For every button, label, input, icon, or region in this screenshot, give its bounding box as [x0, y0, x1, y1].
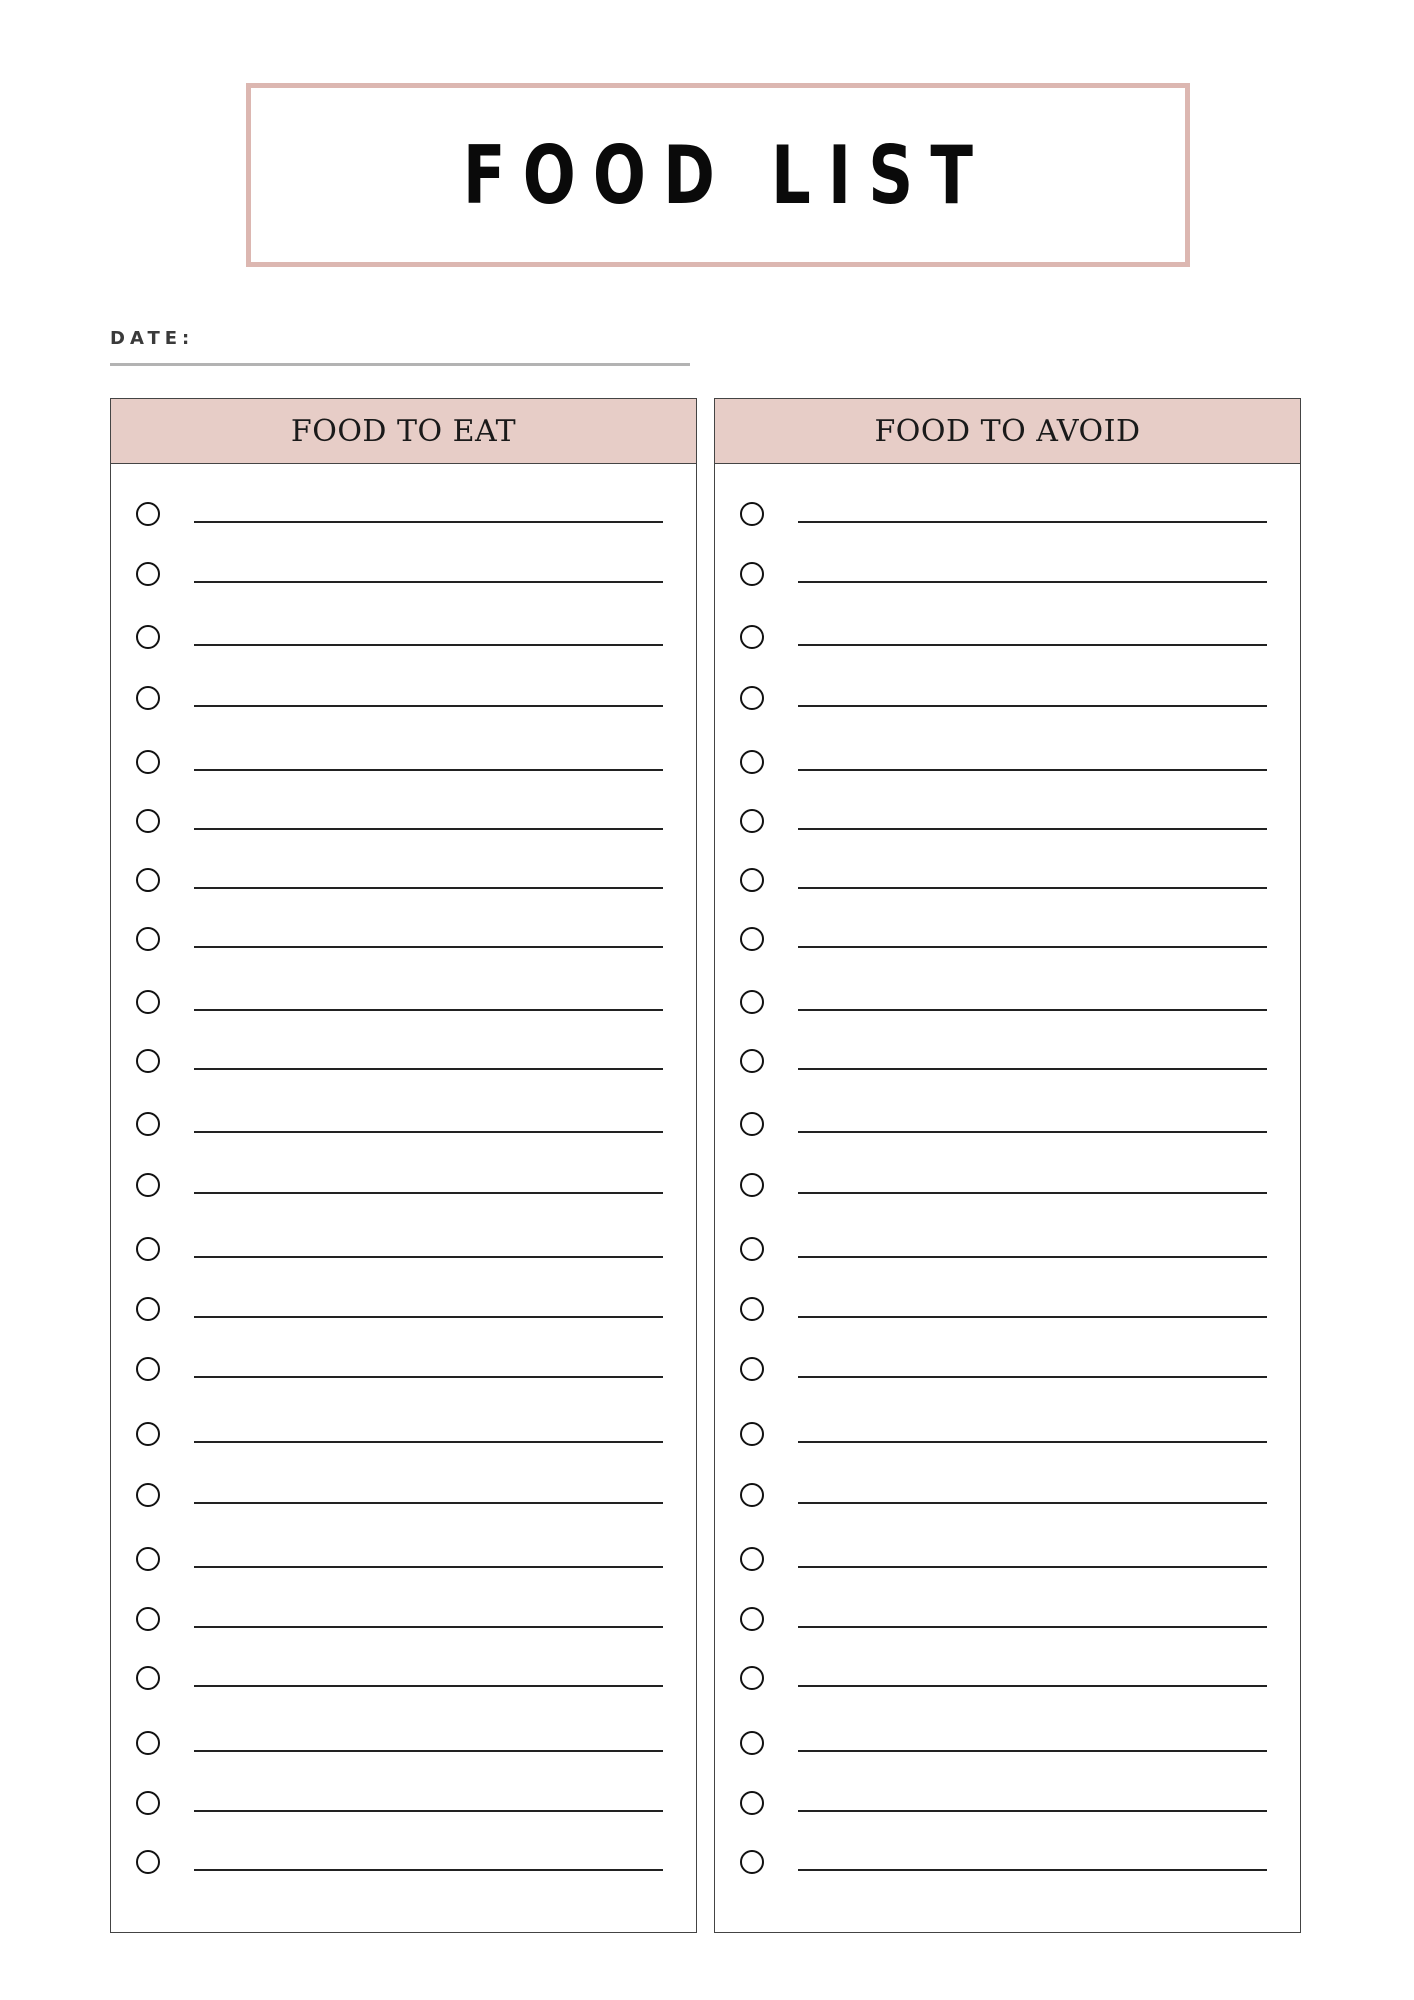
entry-line[interactable]	[798, 644, 1267, 646]
checkbox-circle[interactable]	[136, 1173, 160, 1197]
entry-line[interactable]	[798, 1256, 1267, 1258]
checkbox-circle[interactable]	[136, 868, 160, 892]
checkbox-circle[interactable]	[136, 990, 160, 1014]
checkbox-circle[interactable]	[740, 1297, 764, 1321]
checkbox-circle[interactable]	[136, 1422, 160, 1446]
checkbox-circle[interactable]	[740, 1357, 764, 1381]
checkbox-circle[interactable]	[740, 927, 764, 951]
checkbox-circle[interactable]	[740, 562, 764, 586]
entry-line[interactable]	[798, 1626, 1267, 1628]
page-title: FOOD LIST	[462, 128, 991, 222]
title-box	[246, 83, 1190, 267]
entry-line[interactable]	[798, 705, 1267, 707]
checkbox-circle[interactable]	[136, 1607, 160, 1631]
entry-line[interactable]	[194, 828, 663, 830]
checkbox-circle[interactable]	[740, 1791, 764, 1815]
entry-line[interactable]	[194, 1068, 663, 1070]
entry-line[interactable]	[798, 828, 1267, 830]
checkbox-circle[interactable]	[136, 1237, 160, 1261]
checkbox-circle[interactable]	[136, 1357, 160, 1381]
checkbox-circle[interactable]	[136, 625, 160, 649]
checkbox-circle[interactable]	[136, 809, 160, 833]
entry-line[interactable]	[798, 1192, 1267, 1194]
entry-line[interactable]	[798, 1566, 1267, 1568]
checkbox-circle[interactable]	[740, 1607, 764, 1631]
entry-line[interactable]	[194, 1192, 663, 1194]
entry-line[interactable]	[194, 1566, 663, 1568]
entry-line[interactable]	[194, 1441, 663, 1443]
entry-line[interactable]	[798, 946, 1267, 948]
checkbox-circle[interactable]	[136, 502, 160, 526]
entry-line[interactable]	[194, 1131, 663, 1133]
checkbox-circle[interactable]	[740, 868, 764, 892]
entry-line[interactable]	[798, 1441, 1267, 1443]
entry-line[interactable]	[798, 1685, 1267, 1687]
checkbox-circle[interactable]	[136, 1483, 160, 1507]
entry-line[interactable]	[194, 1316, 663, 1318]
entry-line[interactable]	[194, 644, 663, 646]
entry-line[interactable]	[798, 1131, 1267, 1133]
entry-line[interactable]	[798, 1750, 1267, 1752]
food-to-avoid-header: FOOD TO AVOID	[715, 399, 1300, 464]
checkbox-circle[interactable]	[740, 1850, 764, 1874]
checkbox-circle[interactable]	[740, 1731, 764, 1755]
checkbox-circle[interactable]	[136, 1297, 160, 1321]
entry-line[interactable]	[194, 1502, 663, 1504]
checkbox-circle[interactable]	[740, 1049, 764, 1073]
entry-line[interactable]	[194, 1810, 663, 1812]
date-label: DATE:	[110, 328, 195, 349]
checkbox-circle[interactable]	[136, 1850, 160, 1874]
entry-line[interactable]	[194, 946, 663, 948]
entry-line[interactable]	[194, 1685, 663, 1687]
checkbox-circle[interactable]	[136, 1112, 160, 1136]
entry-line[interactable]	[798, 521, 1267, 523]
checkbox-circle[interactable]	[740, 1422, 764, 1446]
entry-line[interactable]	[194, 1626, 663, 1628]
checkbox-circle[interactable]	[136, 1547, 160, 1571]
checkbox-circle[interactable]	[740, 625, 764, 649]
checkbox-circle[interactable]	[136, 686, 160, 710]
checkbox-circle[interactable]	[740, 686, 764, 710]
checkbox-circle[interactable]	[740, 1112, 764, 1136]
checkbox-circle[interactable]	[740, 1173, 764, 1197]
checkbox-circle[interactable]	[740, 502, 764, 526]
entry-line[interactable]	[194, 1009, 663, 1011]
entry-line[interactable]	[798, 1316, 1267, 1318]
checkbox-circle[interactable]	[136, 1731, 160, 1755]
checkbox-circle[interactable]	[740, 809, 764, 833]
checkbox-circle[interactable]	[740, 750, 764, 774]
checkbox-circle[interactable]	[136, 1791, 160, 1815]
checkbox-circle[interactable]	[136, 927, 160, 951]
entry-line[interactable]	[798, 1009, 1267, 1011]
food-to-eat-header: FOOD TO EAT	[111, 399, 696, 464]
checkbox-circle[interactable]	[136, 1049, 160, 1073]
checkbox-circle[interactable]	[740, 990, 764, 1014]
entry-line[interactable]	[194, 1256, 663, 1258]
entry-line[interactable]	[194, 887, 663, 889]
entry-line[interactable]	[798, 1068, 1267, 1070]
entry-line[interactable]	[194, 521, 663, 523]
checkbox-circle[interactable]	[740, 1547, 764, 1571]
entry-line[interactable]	[798, 581, 1267, 583]
checkbox-circle[interactable]	[740, 1483, 764, 1507]
food-to-avoid-column	[714, 398, 1301, 1933]
entry-line[interactable]	[798, 769, 1267, 771]
entry-line[interactable]	[798, 1810, 1267, 1812]
checkbox-circle[interactable]	[740, 1666, 764, 1690]
entry-line[interactable]	[798, 1502, 1267, 1504]
date-field-line[interactable]	[110, 363, 690, 366]
entry-line[interactable]	[194, 769, 663, 771]
checkbox-circle[interactable]	[740, 1237, 764, 1261]
entry-line[interactable]	[194, 581, 663, 583]
entry-line[interactable]	[194, 1750, 663, 1752]
checkbox-circle[interactable]	[136, 1666, 160, 1690]
checkbox-circle[interactable]	[136, 750, 160, 774]
entry-line[interactable]	[798, 1869, 1267, 1871]
checkbox-circle[interactable]	[136, 562, 160, 586]
entry-line[interactable]	[798, 1376, 1267, 1378]
entry-line[interactable]	[194, 1869, 663, 1871]
entry-line[interactable]	[798, 887, 1267, 889]
entry-line[interactable]	[194, 705, 663, 707]
entry-line[interactable]	[194, 1376, 663, 1378]
food-to-eat-column	[110, 398, 697, 1933]
